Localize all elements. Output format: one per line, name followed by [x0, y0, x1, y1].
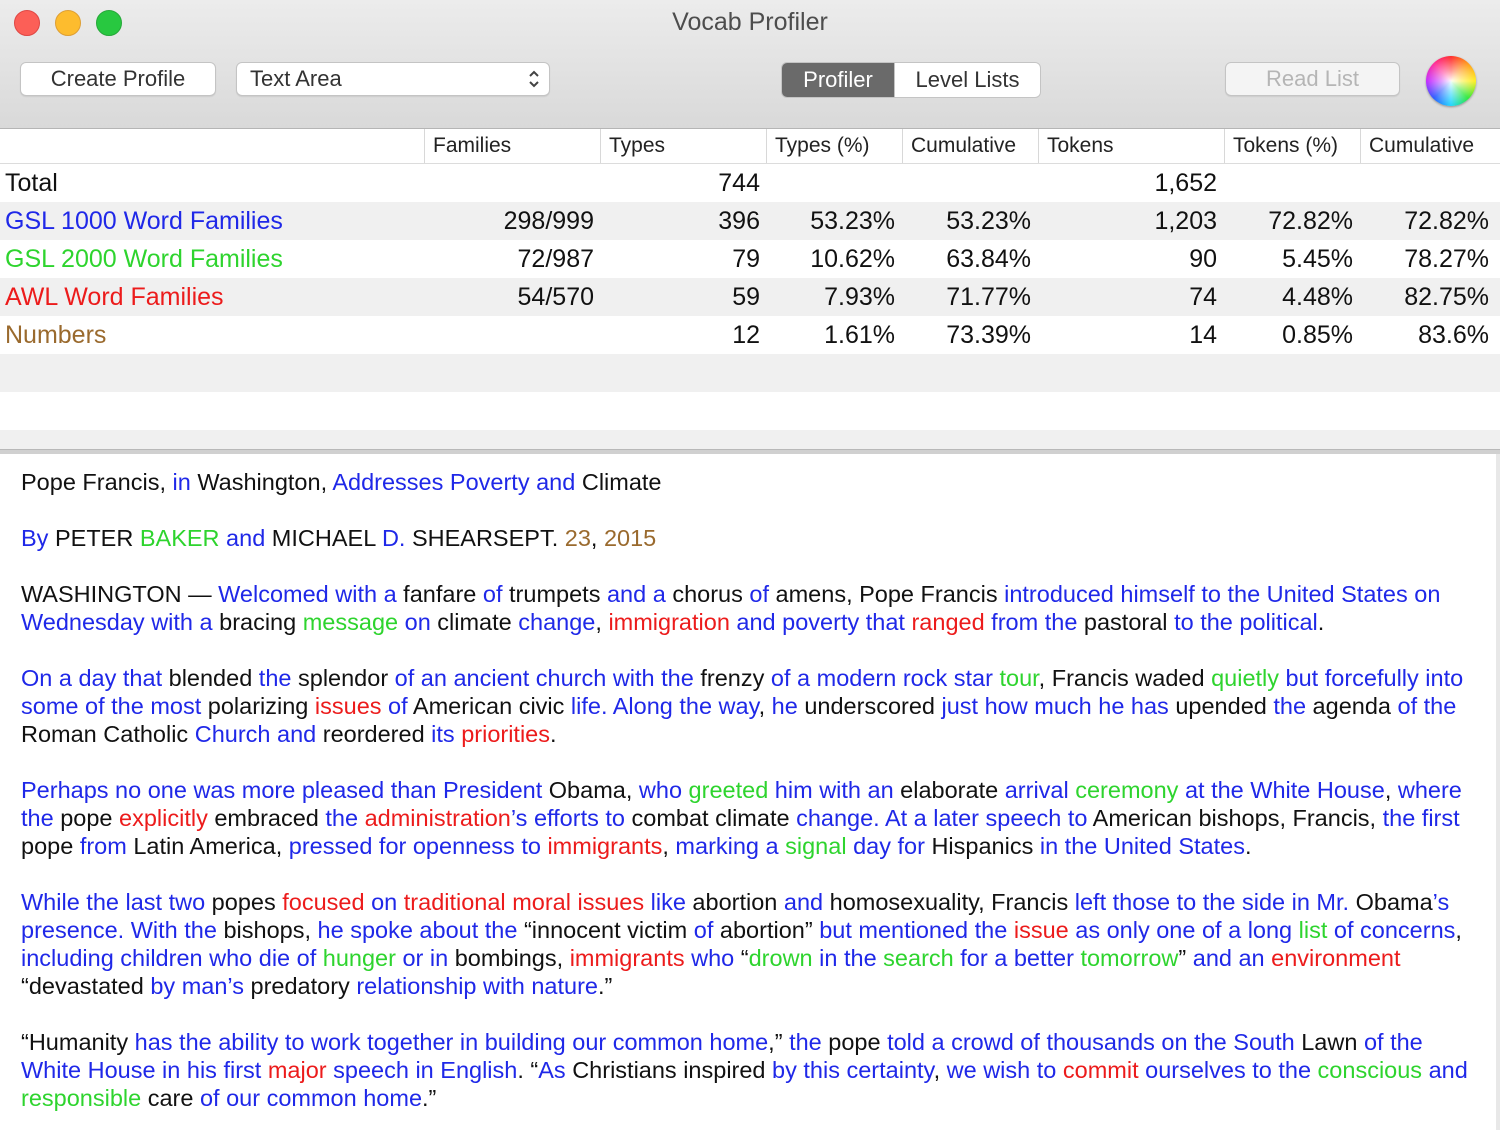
text-run: like	[644, 889, 686, 915]
text-run: MICHAEL	[265, 525, 382, 551]
text-run: pope	[821, 1029, 888, 1055]
cell-types-pct: 7.93%	[824, 283, 895, 311]
cell-tokens: 90	[1189, 245, 1217, 273]
text-run: of	[381, 693, 408, 719]
text-run: Welcomed with a	[218, 581, 397, 607]
text-run: chorus	[665, 581, 750, 607]
text-run: bishops,	[216, 917, 318, 943]
cell-types: 396	[718, 207, 760, 235]
text-run: focused	[282, 889, 365, 915]
text-run: in the	[812, 945, 877, 971]
text-run: search	[876, 945, 954, 971]
text-run: message	[302, 609, 399, 635]
cell-types-cum: 53.23%	[946, 207, 1031, 235]
text-run: 23	[564, 525, 591, 551]
text-run: ,	[590, 525, 604, 551]
text-run: marking a	[675, 833, 779, 859]
column-header-types-cumulative[interactable]: Cumulative	[902, 129, 1038, 163]
table-row[interactable]	[0, 164, 1500, 202]
text-run: major	[261, 1057, 327, 1083]
cell-types-pct: 53.23%	[810, 207, 895, 235]
text-run: frenzy	[693, 665, 771, 691]
text-run: WASHINGTON —	[21, 581, 219, 607]
text-run: agenda	[1306, 693, 1398, 719]
row-label: GSL 2000 Word Families	[5, 245, 283, 273]
text-run: administration	[358, 805, 511, 831]
text-run: of the White House in his first	[21, 1029, 1423, 1083]
cell-tokens-cum: 82.75%	[1404, 283, 1489, 311]
text-paragraph	[21, 468, 1481, 496]
text-run: pressed for openness to	[288, 833, 541, 859]
row-label: Numbers	[5, 321, 107, 349]
text-run: the	[1273, 693, 1307, 719]
text-run: commit	[1056, 1057, 1139, 1083]
text-run: in the United States	[1039, 833, 1245, 859]
text-run: from the	[984, 609, 1078, 635]
text-run: relationship with nature	[356, 973, 598, 999]
row-label: GSL 1000 Word Families	[5, 207, 283, 235]
text-run: predatory	[243, 973, 357, 999]
text-paragraph	[21, 1028, 1481, 1112]
cell-types-cum: 71.77%	[946, 283, 1031, 311]
text-run: the first	[1382, 805, 1460, 831]
cell-types: 79	[732, 245, 760, 273]
text-run: Obama	[1349, 889, 1433, 915]
text-paragraph	[21, 776, 1481, 860]
tab-profiler[interactable]: Profiler	[782, 63, 894, 97]
text-run: .	[1244, 833, 1252, 859]
cell-tokens-cum: 83.6%	[1418, 321, 1489, 349]
text-paragraph	[21, 888, 1481, 1000]
text-run: or in	[395, 945, 449, 971]
tab-level-lists[interactable]: Level Lists	[894, 63, 1040, 97]
column-header-tokens-cumulative[interactable]: Cumulative	[1360, 129, 1500, 163]
text-area[interactable]	[0, 454, 1500, 1130]
window-title: Vocab Profiler	[672, 8, 828, 36]
cell-tokens-cum: 78.27%	[1404, 245, 1489, 273]
text-run: elaborate	[893, 777, 1005, 803]
text-run: pope	[53, 805, 120, 831]
text-run: Church and	[194, 721, 317, 747]
text-run: polarizing	[201, 693, 315, 719]
read-list-button[interactable]: Read List	[1225, 62, 1400, 96]
text-run: homosexuality, Francis	[823, 889, 1075, 915]
chevron-updown-icon	[527, 67, 541, 91]
cell-tokens-pct: 72.82%	[1268, 207, 1353, 235]
text-run: “	[734, 945, 749, 971]
text-run: issue	[1007, 917, 1069, 943]
cell-types: 12	[732, 321, 760, 349]
cell-tokens: 74	[1189, 283, 1217, 311]
source-select-value: Text Area	[250, 66, 342, 91]
text-run: and	[219, 525, 266, 551]
text-paragraph	[21, 664, 1481, 748]
text-run: splendor	[291, 665, 395, 691]
text-run: “Humanity	[21, 1029, 135, 1055]
text-run: and poverty that	[729, 609, 905, 635]
text-run: upended	[1168, 693, 1274, 719]
text-run: Christians inspired	[565, 1057, 773, 1083]
text-run: him with an	[768, 777, 894, 803]
text-run: of a modern rock star	[770, 665, 993, 691]
text-run: day for	[846, 833, 925, 859]
text-run: he	[771, 693, 798, 719]
text-run: told a crowd of thousands on the South	[887, 1029, 1295, 1055]
cell-tokens-pct: 4.48%	[1282, 283, 1353, 311]
text-run: speech in English	[326, 1057, 518, 1083]
text-run: ,	[1455, 917, 1462, 943]
text-run: the	[258, 665, 292, 691]
text-run: Obama,	[542, 777, 639, 803]
text-run: but forcefully into some of the most	[21, 665, 1464, 719]
text-run: immigrants	[540, 833, 663, 859]
row-label: Total	[5, 169, 58, 197]
create-profile-button[interactable]: Create Profile	[20, 62, 216, 96]
text-run: priorities	[454, 721, 551, 747]
text-run: Perhaps no one was more pleased than President	[21, 777, 543, 803]
text-run: underscored	[797, 693, 942, 719]
text-run: Lawn	[1294, 1029, 1364, 1055]
text-run: trumpets	[502, 581, 607, 607]
text-run: including children who die of	[21, 945, 317, 971]
text-run: change	[518, 609, 596, 635]
text-run: amens, Pope Francis	[769, 581, 1005, 607]
text-run: tour	[992, 665, 1039, 691]
color-wheel-icon[interactable]	[1426, 56, 1476, 106]
text-run: explicitly	[119, 805, 208, 831]
text-run: environment	[1264, 945, 1401, 971]
text-run: arrival	[1004, 777, 1069, 803]
text-run: .”	[422, 1085, 437, 1111]
text-run: issues	[314, 693, 382, 719]
text-run: we wish to	[946, 1057, 1057, 1083]
text-run: in	[172, 469, 191, 495]
text-run: ’s presence. With the	[21, 889, 1450, 943]
text-run: the	[789, 1029, 822, 1055]
text-run: Pope Francis,	[21, 469, 173, 495]
cell-types-cum: 63.84%	[946, 245, 1031, 273]
text-run: Hispanics	[924, 833, 1040, 859]
text-run: to the political	[1174, 609, 1318, 635]
text-run: conscious	[1311, 1057, 1423, 1083]
cell-types-pct: 10.62%	[810, 245, 895, 273]
text-run: list	[1292, 917, 1328, 943]
text-run: life. Along the way	[570, 693, 759, 719]
column-header-types-pct[interactable]: Types (%)	[766, 129, 902, 163]
cell-families: 72/987	[517, 245, 594, 273]
text-run: ,”	[768, 1029, 790, 1055]
text-run: on	[364, 889, 398, 915]
text-run: moral	[505, 889, 571, 915]
text-run: and	[1422, 1057, 1468, 1083]
text-run: who	[684, 945, 735, 971]
text-run: Addresses Poverty and	[332, 469, 576, 495]
text-run: where the	[21, 777, 1462, 831]
column-header-tokens[interactable]: Tokens	[1038, 129, 1224, 163]
text-run: left those to the side in Mr.	[1074, 889, 1350, 915]
text-run: of	[693, 917, 714, 943]
text-paragraph	[21, 524, 1481, 552]
cell-types-cum: 73.39%	[946, 321, 1031, 349]
text-run: care	[141, 1085, 200, 1111]
text-run: On a day that	[21, 665, 163, 691]
cell-tokens: 14	[1189, 321, 1217, 349]
text-run: “innocent victim	[517, 917, 694, 943]
text-run: of	[749, 581, 769, 607]
text-area-scrollbar[interactable]	[1496, 454, 1500, 1130]
cell-tokens-cum: 72.82%	[1404, 207, 1489, 235]
cell-types: 744	[718, 169, 760, 197]
text-run: change. At a later speech to	[796, 805, 1088, 831]
text-run: While the last two	[21, 889, 206, 915]
text-run: introduced himself to the United States on Wednesday with a	[21, 581, 1441, 635]
text-run: . “	[517, 1057, 539, 1083]
text-paragraph	[21, 580, 1481, 636]
text-run: ’s efforts to	[510, 805, 625, 831]
cell-tokens-pct: 0.85%	[1282, 321, 1353, 349]
text-run: he spoke about the	[317, 917, 518, 943]
text-run: D.	[381, 525, 406, 551]
column-header-types[interactable]: Types	[600, 129, 766, 163]
table-empty-rows	[0, 354, 1500, 450]
text-run: Climate	[575, 469, 662, 495]
text-run: ,	[933, 1057, 947, 1083]
text-run: the	[325, 805, 359, 831]
text-run: of	[482, 581, 503, 607]
text-run: fanfare	[396, 581, 483, 607]
text-run: ceremony	[1068, 777, 1179, 803]
text-run: As	[538, 1057, 566, 1083]
text-run: combat climate	[624, 805, 797, 831]
table-header	[0, 129, 1500, 164]
text-run: pastoral	[1077, 609, 1175, 635]
text-run: immigrants	[569, 945, 685, 971]
text-run: .”	[597, 973, 613, 999]
table-row[interactable]	[0, 278, 1500, 316]
text-run: of concerns	[1327, 917, 1456, 943]
text-run: of an ancient church with the	[394, 665, 694, 691]
text-run: at the White House	[1178, 777, 1385, 803]
text-run: climate	[430, 609, 519, 635]
text-run: has the ability to work together in building our common home	[134, 1029, 769, 1055]
text-run: 2015	[603, 525, 657, 551]
text-run: just how much he has	[941, 693, 1169, 719]
text-run: signal	[778, 833, 847, 859]
text-run: for a better	[953, 945, 1074, 971]
text-run: Roman Catholic	[21, 721, 195, 747]
text-run: from	[79, 833, 127, 859]
text-run: quietly	[1211, 665, 1280, 691]
cell-families: 298/999	[503, 207, 594, 235]
text-run: hunger	[316, 945, 396, 971]
text-run: ,	[1384, 777, 1398, 803]
cell-types: 59	[732, 283, 760, 311]
text-run: ”	[1178, 945, 1193, 971]
text-run: immigration	[608, 609, 730, 635]
text-run: PETER	[48, 525, 140, 551]
text-run: responsible	[21, 1085, 142, 1111]
text-run: issues	[570, 889, 645, 915]
text-run: embraced	[207, 805, 326, 831]
toolbar	[0, 0, 1500, 129]
text-run: ,	[758, 693, 772, 719]
text-run: but mentioned the	[819, 917, 1008, 943]
cell-tokens: 1,203	[1154, 207, 1217, 235]
table-row[interactable]	[0, 240, 1500, 278]
text-run: “devastated	[21, 973, 151, 999]
text-run: blended	[162, 665, 259, 691]
text-run: .	[1317, 609, 1325, 635]
text-run: reordered	[316, 721, 432, 747]
text-run: as only one of a long	[1068, 917, 1293, 943]
text-run: abortion	[685, 889, 784, 915]
text-run: and	[783, 889, 824, 915]
text-run: of the	[1397, 693, 1457, 719]
text-run: ,	[595, 609, 609, 635]
text-run: Washington,	[190, 469, 333, 495]
text-run: BAKER	[139, 525, 220, 551]
text-run: ,	[662, 833, 676, 859]
view-segmented-control	[781, 62, 1041, 98]
cell-tokens-pct: 5.45%	[1282, 245, 1353, 273]
text-run: Latin America,	[126, 833, 289, 859]
text-run: ourselves to the	[1138, 1057, 1312, 1083]
table-row[interactable]	[0, 316, 1500, 354]
text-run: and an	[1192, 945, 1265, 971]
text-run: of our common home	[199, 1085, 423, 1111]
text-run: ranged	[904, 609, 985, 635]
text-run: traditional	[397, 889, 506, 915]
text-run: pope	[21, 833, 80, 859]
text-run: greeted	[682, 777, 769, 803]
text-run: who	[638, 777, 683, 803]
text-run: , Francis waded	[1038, 665, 1212, 691]
text-run: drown	[748, 945, 813, 971]
text-run: American bishops, Francis,	[1087, 805, 1383, 831]
text-run: popes	[205, 889, 283, 915]
text-run: on	[398, 609, 431, 635]
text-run: by man’s	[150, 973, 244, 999]
column-header-tokens-pct[interactable]: Tokens (%)	[1224, 129, 1360, 163]
text-run: by this certainty	[772, 1057, 934, 1083]
table-row[interactable]	[0, 202, 1500, 240]
text-run: bombings,	[448, 945, 570, 971]
text-run: SHEARSEPT.	[405, 525, 565, 551]
cell-families: 54/570	[517, 283, 594, 311]
text-run: American civic	[407, 693, 571, 719]
text-run: and a	[606, 581, 666, 607]
text-run: tomorrow	[1073, 945, 1179, 971]
profile-table	[0, 164, 1500, 354]
text-run: its	[431, 721, 455, 747]
source-select[interactable]	[236, 62, 550, 96]
column-header-families[interactable]: Families	[424, 129, 600, 163]
text-run: bracing	[212, 609, 303, 635]
text-run: abortion”	[713, 917, 820, 943]
cell-tokens: 1,652	[1154, 169, 1217, 197]
text-run: .	[550, 721, 557, 747]
text-run: By	[21, 525, 49, 551]
row-label: AWL Word Families	[5, 283, 224, 311]
cell-types-pct: 1.61%	[824, 321, 895, 349]
